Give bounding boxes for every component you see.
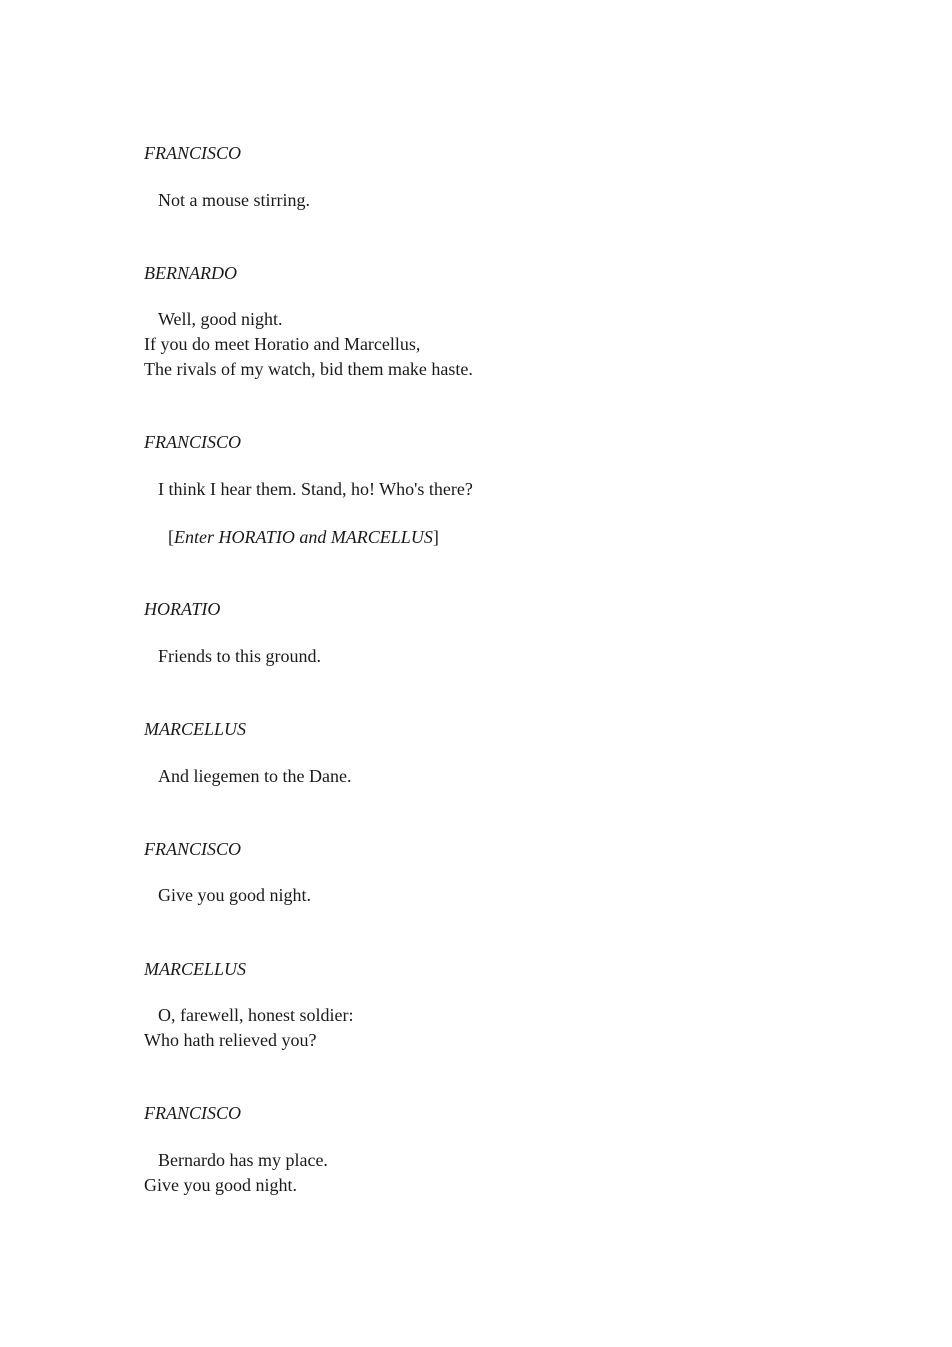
dialogue-line: Bernardo has my place. bbox=[158, 1150, 328, 1170]
stage-direction-close: ] bbox=[432, 527, 439, 547]
stage-direction-open: [ bbox=[168, 527, 174, 547]
dialogue-line: Give you good night. bbox=[144, 1175, 297, 1195]
dialogue-line: Friends to this ground. bbox=[158, 646, 322, 666]
speaker-name: FRANCISCO bbox=[144, 839, 241, 859]
dialogue-line: Not a mouse stirring. bbox=[158, 190, 310, 210]
speaker-name: FRANCISCO bbox=[144, 432, 241, 452]
dialogue-line: Who hath relieved you? bbox=[144, 1030, 317, 1050]
speaker-name: MARCELLUS bbox=[144, 719, 247, 739]
speaker-name: MARCELLUS bbox=[144, 959, 247, 979]
speaker-name: FRANCISCO bbox=[144, 143, 241, 163]
dialogue-line: I think I hear them. Stand, ho! Who's there? bbox=[158, 479, 473, 499]
dialogue-line: The rivals of my watch, bid them make haste. bbox=[144, 359, 473, 379]
stage-direction bbox=[168, 526, 439, 548]
dialogue-line: Well, good night. bbox=[158, 309, 283, 329]
speaker-name: HORATIO bbox=[144, 599, 221, 619]
stage-direction-text: Enter HORATIO and MARCELLUS bbox=[174, 527, 433, 547]
speaker-name: BERNARDO bbox=[144, 263, 237, 283]
dialogue-line: If you do meet Horatio and Marcellus, bbox=[144, 334, 421, 354]
dialogue-line: O, farewell, honest soldier: bbox=[158, 1005, 354, 1025]
dialogue-line: Give you good night. bbox=[158, 885, 311, 905]
speaker-name: FRANCISCO bbox=[144, 1103, 241, 1123]
dialogue-line: And liegemen to the Dane. bbox=[158, 766, 352, 786]
